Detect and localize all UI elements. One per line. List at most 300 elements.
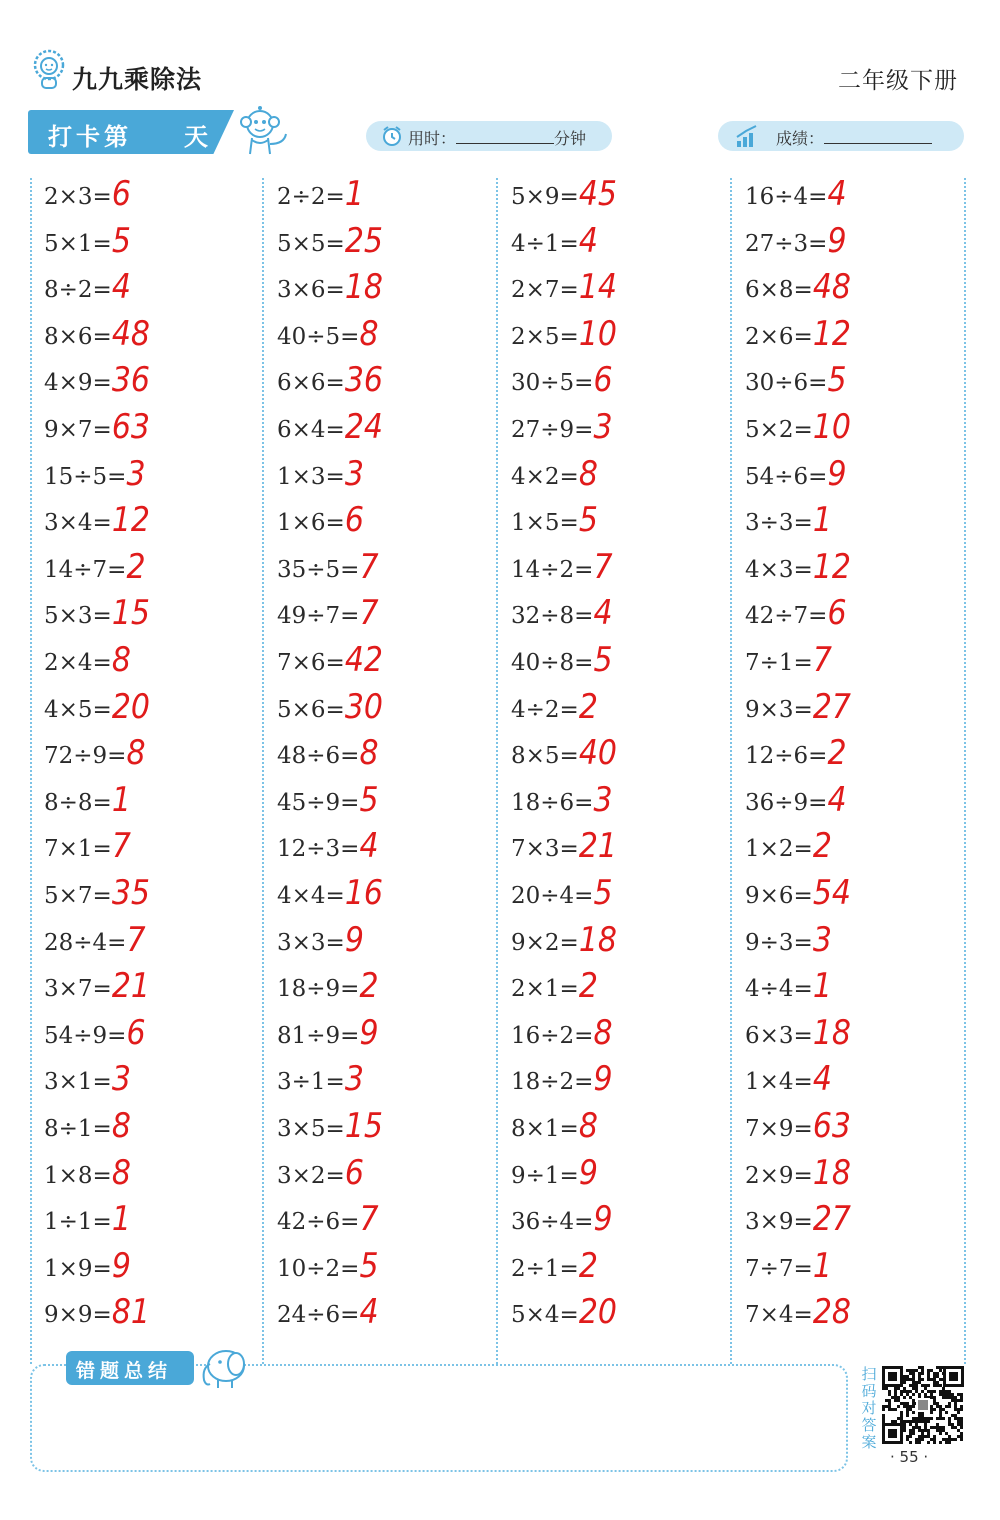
problem-question: 9÷1=	[511, 1162, 579, 1189]
handwritten-answer[interactable]: 9	[111, 1246, 131, 1286]
problem-question: 1×3=	[277, 463, 345, 490]
column-divider	[730, 178, 732, 1364]
problem-row	[44, 172, 131, 218]
lion-logo-icon	[30, 48, 68, 90]
problem-question: 2÷2=	[277, 184, 345, 210]
problem-question: 16÷2=	[511, 1022, 594, 1049]
problem-row	[277, 918, 364, 964]
problem-question: 1×6=	[277, 510, 345, 537]
handwritten-answer[interactable]: 4	[359, 827, 379, 867]
handwritten-answer[interactable]: 12	[812, 547, 851, 587]
handwritten-answer[interactable]: 5	[359, 780, 379, 820]
handwritten-answer[interactable]: 21	[578, 827, 617, 867]
problem-question: 3÷3=	[745, 510, 813, 537]
handwritten-answer[interactable]: 16	[344, 873, 383, 914]
problem-row	[511, 1244, 598, 1290]
problem-row	[745, 452, 847, 498]
handwritten-answer[interactable]: 7	[359, 594, 379, 634]
time-blank[interactable]	[456, 127, 554, 144]
problem-row	[44, 778, 131, 824]
problem-row	[277, 685, 383, 731]
handwritten-answer[interactable]: 18	[578, 920, 617, 960]
problem-question: 14÷7=	[44, 556, 127, 583]
problem-question: 3×4=	[44, 510, 112, 537]
problem-row	[745, 498, 832, 544]
problem-row	[44, 452, 146, 498]
problem-question: 30÷5=	[511, 370, 594, 397]
handwritten-answer[interactable]: 27	[812, 1200, 851, 1240]
problem-row	[745, 219, 847, 265]
problem-question: 18÷6=	[511, 789, 594, 816]
column-divider	[964, 178, 966, 1364]
problem-row	[745, 1104, 851, 1150]
problem-row	[277, 265, 383, 311]
problem-row	[745, 1197, 851, 1243]
handwritten-answer[interactable]: 6	[344, 1153, 364, 1193]
problem-row	[511, 312, 617, 358]
problem-row	[277, 964, 379, 1010]
problem-row	[44, 1290, 150, 1336]
problem-row	[511, 871, 613, 917]
handwritten-answer[interactable]: 2	[578, 967, 598, 1007]
problem-question: 4×2=	[511, 463, 579, 490]
column-divider	[262, 178, 264, 1364]
problem-row	[44, 824, 131, 870]
problem-row	[277, 219, 383, 265]
problem-question: 5×1=	[44, 230, 112, 257]
problem-question: 24÷6=	[277, 1302, 360, 1329]
score-label: 成绩：	[776, 129, 825, 148]
problem-question: 1×2=	[745, 836, 813, 863]
problem-question: 6×6=	[277, 370, 345, 397]
problem-row	[44, 918, 146, 964]
problem-question: 2×3=	[44, 184, 112, 210]
problem-question: 27÷3=	[745, 230, 828, 257]
handwritten-answer[interactable]: 3	[126, 454, 146, 494]
score-blank[interactable]	[824, 127, 932, 144]
handwritten-answer[interactable]: 9	[593, 1200, 613, 1240]
handwritten-answer[interactable]: 8	[593, 1013, 613, 1053]
handwritten-answer[interactable]: 1	[812, 1246, 832, 1286]
problem-question: 3×2=	[277, 1162, 345, 1189]
problem-question: 8×1=	[511, 1116, 579, 1142]
problem-question: 9×9=	[44, 1302, 112, 1329]
problem-question: 18÷2=	[511, 1069, 594, 1096]
problem-question: 14÷2=	[511, 556, 594, 583]
problem-row	[745, 1244, 832, 1290]
handwritten-answer[interactable]: 1	[812, 967, 832, 1007]
problem-question: 7÷7=	[745, 1255, 813, 1282]
handwritten-answer[interactable]: 8	[111, 640, 131, 681]
problem-question: 27÷9=	[511, 417, 594, 443]
problem-question: 54÷9=	[44, 1022, 127, 1049]
handwritten-answer[interactable]: 21	[111, 967, 150, 1007]
problem-row	[511, 964, 598, 1010]
problem-question: 18÷9=	[277, 976, 360, 1003]
problem-row	[44, 1244, 131, 1290]
problem-question: 12÷6=	[745, 743, 828, 770]
problem-question: 2×7=	[511, 277, 579, 304]
problem-row	[277, 638, 383, 684]
elephant-icon	[196, 1344, 252, 1390]
handwritten-answer[interactable]: 12	[812, 314, 851, 354]
handwritten-answer[interactable]: 9	[359, 1013, 379, 1053]
problem-question: 4×9=	[44, 370, 112, 397]
handwritten-answer[interactable]: 20	[111, 687, 150, 727]
problem-question: 6×8=	[745, 277, 813, 304]
problem-question: 7÷1=	[745, 650, 813, 676]
handwritten-answer[interactable]: 5	[578, 501, 598, 541]
problem-row	[44, 265, 131, 311]
problem-question: 4×4=	[277, 883, 345, 909]
handwritten-answer[interactable]: 7	[593, 547, 613, 587]
handwritten-answer[interactable]: 5	[111, 221, 131, 261]
handwritten-answer[interactable]: 2	[126, 547, 146, 587]
handwritten-answer[interactable]: 35	[111, 873, 150, 914]
problem-question: 5×4=	[511, 1302, 579, 1329]
handwritten-answer[interactable]: 5	[359, 1246, 379, 1286]
handwritten-answer[interactable]: 8	[126, 734, 146, 774]
handwritten-answer[interactable]: 8	[111, 1153, 131, 1193]
problem-row	[511, 638, 613, 684]
problem-row	[745, 731, 847, 777]
problem-question: 30÷6=	[745, 370, 828, 397]
handwritten-answer[interactable]: 9	[593, 1060, 613, 1100]
page-number: · 55 ·	[890, 1448, 929, 1466]
problem-row	[745, 778, 847, 824]
problem-row	[745, 1011, 851, 1057]
checkin-suffix: 天	[184, 123, 208, 151]
problem-question: 10÷2=	[277, 1255, 360, 1282]
problem-question: 7×4=	[745, 1302, 813, 1329]
problem-question: 49÷7=	[277, 603, 360, 630]
problem-question: 9×7=	[44, 417, 112, 443]
handwritten-answer[interactable]: 54	[812, 873, 851, 914]
problem-row	[745, 964, 832, 1010]
handwritten-answer[interactable]: 9	[578, 1153, 598, 1193]
problem-row	[277, 312, 379, 358]
time-unit: 分钟	[554, 129, 587, 148]
problem-row	[745, 405, 851, 451]
problem-row	[44, 312, 150, 358]
handwritten-answer[interactable]: 10	[812, 407, 851, 448]
problem-question: 4×5=	[44, 696, 112, 723]
handwritten-answer[interactable]: 18	[812, 1013, 851, 1053]
problem-question: 36÷9=	[745, 789, 828, 816]
handwritten-answer[interactable]: 9	[827, 221, 847, 261]
problem-question: 5×6=	[277, 696, 345, 723]
handwritten-answer[interactable]: 18	[812, 1153, 851, 1193]
handwritten-answer[interactable]: 7	[359, 1200, 379, 1240]
handwritten-answer[interactable]: 30	[344, 687, 383, 727]
problem-row	[277, 1104, 383, 1150]
problem-question: 36÷4=	[511, 1209, 594, 1236]
problem-row	[277, 358, 383, 404]
problem-question: 2÷1=	[511, 1255, 579, 1282]
problem-row	[511, 824, 617, 870]
problem-row	[745, 638, 832, 684]
handwritten-answer[interactable]: 27	[812, 687, 851, 727]
problem-question: 42÷7=	[745, 603, 828, 630]
handwritten-answer[interactable]: 48	[111, 314, 150, 354]
handwritten-answer[interactable]: 7	[126, 920, 146, 960]
problem-row	[277, 172, 364, 218]
problem-question: 16÷4=	[745, 184, 828, 210]
handwritten-answer[interactable]: 5	[593, 640, 613, 681]
problem-question: 20÷4=	[511, 883, 594, 909]
handwritten-answer[interactable]: 4	[593, 594, 613, 634]
problem-question: 7×3=	[511, 836, 579, 863]
problem-question: 12÷3=	[277, 836, 360, 863]
problem-question: 5×7=	[44, 883, 112, 909]
problem-row	[277, 871, 383, 917]
problem-row	[511, 172, 617, 218]
problem-row	[511, 265, 617, 311]
problem-row	[745, 685, 851, 731]
problem-row	[745, 1057, 832, 1103]
time-label: 用时：	[408, 129, 457, 148]
problem-question: 5×9=	[511, 184, 579, 210]
handwritten-answer[interactable]: 12	[111, 501, 150, 541]
problem-question: 35÷5=	[277, 556, 360, 583]
problem-row	[511, 1197, 613, 1243]
problem-row	[511, 1057, 613, 1103]
problem-question: 32÷8=	[511, 603, 594, 630]
problem-question: 81÷9=	[277, 1022, 360, 1049]
problem-row	[511, 731, 617, 777]
problem-question: 8×5=	[511, 743, 579, 770]
time-field	[366, 121, 612, 151]
handwritten-answer[interactable]: 20	[578, 1293, 617, 1333]
handwritten-answer[interactable]: 42	[344, 640, 383, 681]
problem-row	[511, 219, 598, 265]
problem-question: 3×3=	[277, 929, 345, 956]
problem-row	[277, 824, 379, 870]
problem-row	[277, 591, 379, 637]
handwritten-answer[interactable]: 1	[111, 1200, 131, 1240]
handwritten-answer[interactable]: 7	[359, 547, 379, 587]
handwritten-answer[interactable]: 7	[111, 827, 131, 867]
handwritten-answer[interactable]: 24	[344, 407, 383, 448]
handwritten-answer[interactable]: 14	[578, 268, 617, 308]
problem-question: 9×3=	[745, 696, 813, 723]
problem-row	[44, 638, 131, 684]
handwritten-answer[interactable]: 1	[111, 780, 131, 820]
problem-row	[511, 358, 613, 404]
problem-row	[277, 1057, 364, 1103]
problem-row	[44, 545, 146, 591]
problem-question: 8÷8=	[44, 789, 112, 816]
problem-row	[745, 1151, 851, 1197]
handwritten-answer[interactable]: 63	[812, 1106, 851, 1147]
problem-question: 3×7=	[44, 976, 112, 1003]
problem-question: 2×9=	[745, 1162, 813, 1189]
handwritten-answer[interactable]: 63	[111, 407, 150, 448]
problem-row	[745, 545, 851, 591]
handwritten-answer[interactable]: 28	[812, 1293, 851, 1333]
handwritten-answer[interactable]: 8	[359, 314, 379, 354]
handwritten-answer[interactable]: 6	[827, 594, 847, 634]
problem-row	[511, 1151, 598, 1197]
problem-row	[277, 1011, 379, 1057]
handwritten-answer[interactable]: 48	[812, 268, 851, 308]
bar-chart-icon	[734, 123, 760, 149]
handwritten-answer[interactable]: 2	[359, 967, 379, 1007]
problem-question: 40÷5=	[277, 323, 360, 350]
handwritten-answer[interactable]: 81	[111, 1293, 150, 1333]
problem-row	[277, 545, 379, 591]
handwritten-answer[interactable]: 6	[111, 174, 131, 215]
problem-row	[511, 452, 598, 498]
handwritten-answer[interactable]: 3	[812, 920, 832, 960]
handwritten-answer[interactable]: 3	[111, 1060, 131, 1100]
problem-row	[511, 918, 617, 964]
handwritten-answer[interactable]: 2	[827, 734, 847, 774]
problem-row	[511, 545, 613, 591]
problem-row	[511, 498, 598, 544]
problem-question: 7×6=	[277, 650, 345, 676]
problem-question: 72÷9=	[44, 743, 127, 770]
handwritten-answer[interactable]: 3	[344, 454, 364, 494]
handwritten-answer[interactable]: 3	[344, 1060, 364, 1100]
handwritten-answer[interactable]: 8	[578, 1106, 598, 1147]
problem-row	[277, 778, 379, 824]
handwritten-answer[interactable]: 1	[344, 174, 364, 215]
problem-question: 2×6=	[745, 323, 813, 350]
problem-question: 3×6=	[277, 277, 345, 304]
handwritten-answer[interactable]: 6	[593, 361, 613, 401]
problem-question: 7×1=	[44, 836, 112, 863]
handwritten-answer[interactable]: 7	[812, 640, 832, 681]
problem-row	[511, 591, 613, 637]
handwritten-answer[interactable]: 4	[578, 221, 598, 261]
handwritten-answer[interactable]: 2	[578, 687, 598, 727]
problem-row	[277, 731, 379, 777]
problem-row	[277, 1244, 379, 1290]
problem-row	[44, 1197, 131, 1243]
handwritten-answer[interactable]: 2	[578, 1246, 598, 1286]
problem-question: 9×6=	[745, 883, 813, 909]
handwritten-answer[interactable]: 45	[578, 174, 617, 215]
handwritten-answer[interactable]: 8	[578, 454, 598, 494]
handwritten-answer[interactable]: 10	[578, 314, 617, 354]
handwritten-answer[interactable]: 9	[344, 920, 364, 960]
problem-row	[277, 498, 364, 544]
problem-question: 1×4=	[745, 1069, 813, 1096]
problem-question: 8×6=	[44, 323, 112, 350]
problem-row	[745, 172, 847, 218]
problem-row	[44, 498, 150, 544]
problem-question: 1×5=	[511, 510, 579, 537]
problem-question: 3÷1=	[277, 1069, 345, 1096]
handwritten-answer[interactable]: 15	[344, 1106, 383, 1147]
handwritten-answer[interactable]: 4	[812, 1060, 832, 1100]
problem-question: 7×9=	[745, 1116, 813, 1142]
problem-question: 28÷4=	[44, 929, 127, 956]
handwritten-answer[interactable]: 3	[593, 407, 613, 448]
problem-question: 1×8=	[44, 1162, 112, 1189]
problem-row	[44, 964, 150, 1010]
problem-question: 8÷2=	[44, 277, 112, 304]
problem-row	[277, 1290, 379, 1336]
problem-row	[44, 685, 150, 731]
problem-question: 15÷5=	[44, 463, 127, 490]
handwritten-answer[interactable]: 6	[126, 1013, 146, 1053]
problem-row	[511, 1104, 598, 1150]
alarm-clock-icon	[380, 124, 404, 148]
problem-question: 6×4=	[277, 417, 345, 443]
problem-row	[44, 405, 150, 451]
problem-question: 2×1=	[511, 976, 579, 1003]
problem-row	[277, 452, 364, 498]
handwritten-answer[interactable]: 1	[812, 501, 832, 541]
handwritten-answer[interactable]: 36	[111, 361, 150, 401]
problem-row	[44, 591, 150, 637]
problem-question: 4×3=	[745, 556, 813, 583]
problem-question: 9÷3=	[745, 929, 813, 956]
handwritten-answer[interactable]: 4	[359, 1293, 379, 1333]
handwritten-answer[interactable]: 4	[827, 780, 847, 820]
problem-row	[277, 405, 383, 451]
problem-row	[44, 358, 150, 404]
problem-row	[44, 1151, 131, 1197]
handwritten-answer[interactable]: 9	[827, 454, 847, 494]
problem-row	[745, 918, 832, 964]
problem-row	[277, 1197, 379, 1243]
qr-code-icon[interactable]	[882, 1366, 964, 1444]
handwritten-answer[interactable]: 8	[111, 1106, 131, 1147]
problem-question: 6×3=	[745, 1022, 813, 1049]
problem-question: 3×9=	[745, 1209, 813, 1236]
handwritten-answer[interactable]: 4	[111, 268, 131, 308]
handwritten-answer[interactable]: 25	[344, 221, 383, 261]
checkin-prefix: 打卡第	[48, 123, 132, 151]
grade-label: 二年级下册	[838, 68, 958, 94]
problem-row	[745, 1290, 851, 1336]
problem-question: 54÷6=	[745, 463, 828, 490]
handwritten-answer[interactable]: 5	[593, 873, 613, 914]
problem-question: 4÷1=	[511, 230, 579, 257]
problem-row	[511, 1290, 617, 1336]
handwritten-answer[interactable]: 8	[359, 734, 379, 774]
problem-row	[745, 358, 847, 404]
problem-row	[511, 685, 598, 731]
problem-question: 40÷8=	[511, 650, 594, 676]
handwritten-answer[interactable]: 3	[593, 780, 613, 820]
handwritten-answer[interactable]: 15	[111, 594, 150, 634]
problem-question: 3×5=	[277, 1116, 345, 1142]
scan-answer-label: 扫码对答案	[861, 1365, 877, 1451]
problem-question: 2×4=	[44, 650, 112, 676]
column-divider	[496, 178, 498, 1364]
problem-row	[44, 219, 131, 265]
handwritten-answer[interactable]: 5	[827, 361, 847, 401]
handwritten-answer[interactable]: 36	[344, 361, 383, 401]
problem-row	[44, 1104, 131, 1150]
handwritten-answer[interactable]: 18	[344, 268, 383, 308]
handwritten-answer[interactable]: 4	[827, 174, 847, 215]
handwritten-answer[interactable]: 2	[812, 827, 832, 867]
problem-question: 4÷4=	[745, 976, 813, 1003]
handwritten-answer[interactable]: 6	[344, 501, 364, 541]
column-divider	[30, 178, 32, 1364]
problem-question: 5×3=	[44, 603, 112, 630]
problem-question: 42÷6=	[277, 1209, 360, 1236]
problem-question: 8÷1=	[44, 1116, 112, 1142]
problem-question: 48÷6=	[277, 743, 360, 770]
problem-row	[745, 312, 851, 358]
handwritten-answer[interactable]: 40	[578, 734, 617, 774]
